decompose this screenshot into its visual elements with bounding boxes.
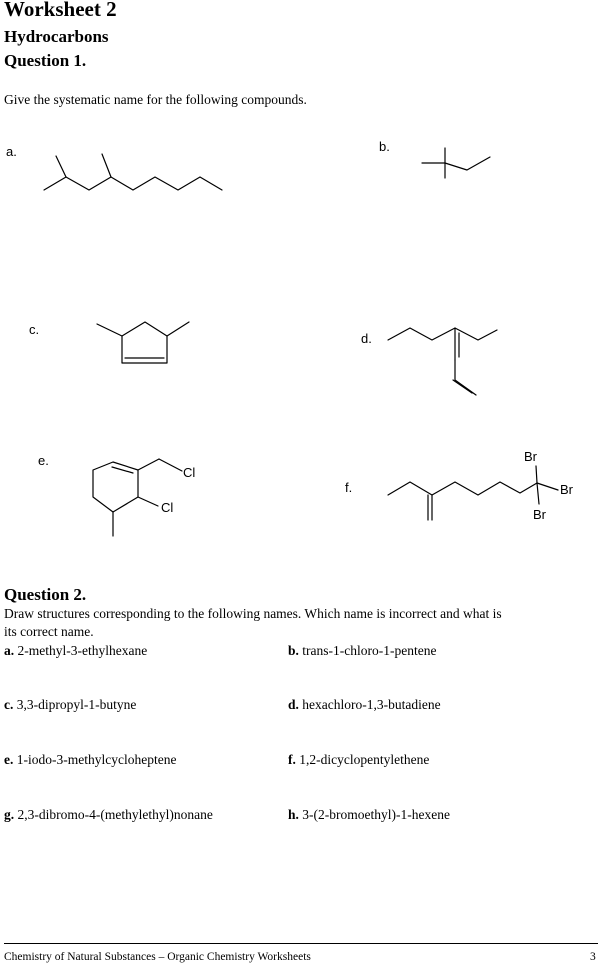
q2-item-g-letter: g.	[4, 807, 15, 822]
q2-item-d	[288, 697, 441, 713]
q2-item-b-letter: b.	[288, 643, 299, 658]
q2-item-d-name: hexachloro-1,3-butadiene	[302, 697, 441, 712]
q2-item-e-letter: e.	[4, 752, 14, 767]
section-title: Hydrocarbons	[4, 27, 109, 46]
q2-item-g	[4, 807, 213, 823]
structure-a	[44, 154, 222, 190]
q2-item-f-name: 1,2-dicyclopentylethene	[299, 752, 430, 767]
structure-e	[93, 459, 182, 536]
q2-item-c	[4, 697, 136, 713]
q2-item-f-letter: f.	[288, 752, 296, 767]
structure-c	[97, 322, 189, 363]
q2-item-h-name: 3-(2-bromoethyl)-1-hexene	[302, 807, 450, 822]
footer-divider	[4, 943, 598, 944]
footer-text: Chemistry of Natural Substances – Organic Chemistry Worksheets	[4, 951, 311, 963]
q1-label-d: d.	[361, 331, 372, 346]
question2-instruction-line1: Draw structures corresponding to the following names. Which name is incorrect and what is	[4, 606, 502, 621]
question2-title: Question 2.	[4, 585, 87, 604]
q2-item-a	[4, 643, 147, 659]
atom-br-bottom: Br	[533, 507, 546, 522]
structure-b	[422, 148, 490, 178]
q2-item-b	[288, 643, 436, 659]
page-number: 3	[590, 951, 596, 963]
q2-item-b-name: trans-1-chloro-1-pentene	[302, 643, 437, 658]
q2-item-a-name: 2-methyl-3-ethylhexane	[17, 643, 148, 658]
q2-item-d-letter: d.	[288, 697, 299, 712]
atom-cl-bottom: Cl	[161, 500, 174, 515]
worksheet-title: Worksheet 2	[4, 0, 117, 21]
q1-label-c: c.	[29, 322, 40, 337]
q2-item-e	[4, 752, 176, 768]
question1-instruction: Give the systematic name for the following compounds.	[4, 92, 307, 107]
q2-item-c-letter: c.	[4, 697, 14, 712]
q2-item-h	[288, 807, 450, 823]
q2-item-f	[288, 752, 429, 768]
atom-cl-top: Cl	[183, 465, 196, 480]
structure-d	[388, 328, 497, 395]
question2-instruction-line2: its correct name.	[4, 624, 94, 639]
q1-label-f: f.	[345, 480, 353, 495]
q2-item-g-name: 2,3-dibromo-4-(methylethyl)nonane	[17, 807, 213, 822]
q2-item-h-letter: h.	[288, 807, 299, 822]
question1-title: Question 1.	[4, 51, 87, 70]
q1-label-a: a.	[6, 144, 17, 159]
q1-label-b: b.	[379, 139, 390, 154]
q1-label-e: e.	[38, 453, 49, 468]
atom-br-top: Br	[524, 449, 537, 464]
q2-item-c-name: 3,3-dipropyl-1-butyne	[16, 697, 137, 712]
atom-br-right: Br	[560, 482, 573, 497]
q2-item-e-name: 1-iodo-3-methylcycloheptene	[16, 752, 177, 767]
structure-f	[388, 466, 558, 520]
q2-item-a-letter: a.	[4, 643, 15, 658]
